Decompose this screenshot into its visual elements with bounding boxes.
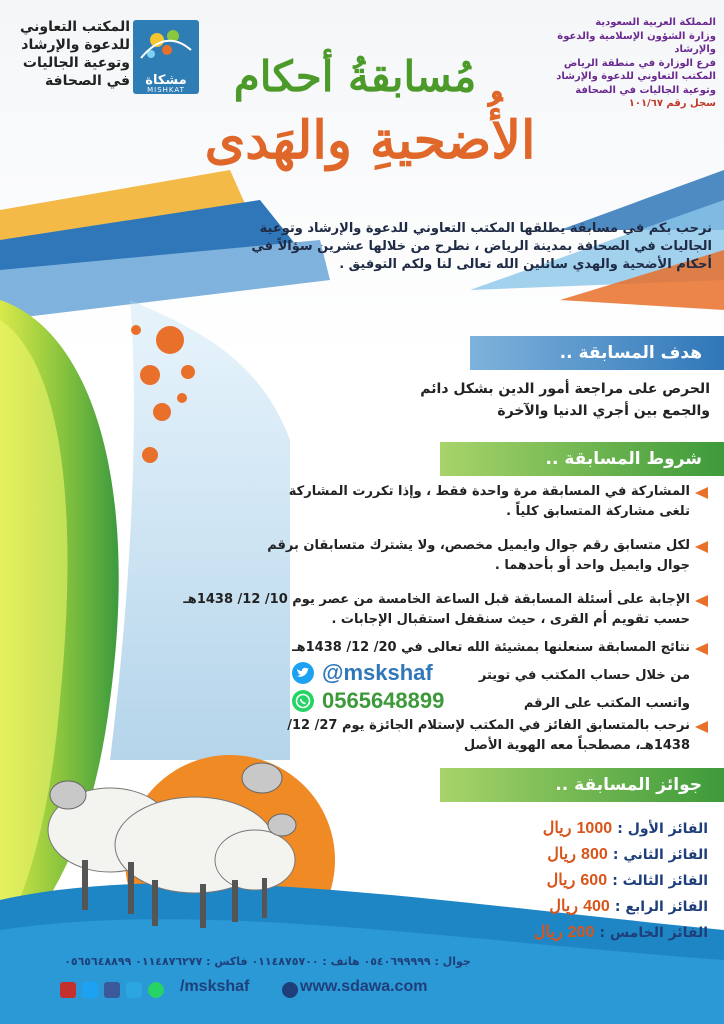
- logo-name-ar: مشكاة: [145, 73, 187, 88]
- prize-amount: 1000: [576, 820, 613, 837]
- goal-heading: هدف المسابقة ..: [470, 336, 724, 370]
- prize-amount: 200: [567, 924, 595, 941]
- ministry-line: وتوعية الجاليات في الصحافة: [575, 84, 716, 96]
- prize-row: [468, 844, 708, 866]
- office-name-block: [8, 18, 130, 90]
- logo-name-en: MISHKAT: [147, 86, 185, 94]
- prize-currency: ريال: [546, 872, 576, 889]
- office-line: للدعوة والإرشاد: [21, 37, 130, 53]
- term-item: لكل متسابق رقم جوال وايميل مخصص، ولا يشترك متسابقان برقم جوال وايميل واحد أو بأحدهما .: [267, 538, 690, 573]
- prize-label: الفائز الثاني :: [612, 847, 708, 863]
- twitter-icon[interactable]: [292, 662, 314, 684]
- prize-row: [468, 896, 708, 918]
- intro-paragraph: نرحب بكم في مسابقة يطلقها المكتب التعاوني للدعوة والإرشاد وتوعية الجاليات في الصحافة بمدينة الرياض ، نطرح من خلالها عشرين سؤالاً في أحكام الأضحية والهدي سائلين الله تعالى لنا ولكم التوفيق .: [251, 221, 712, 272]
- goal-text: [370, 378, 710, 422]
- bullet-arrow-icon: [695, 643, 708, 655]
- ministry-line: فرع الوزارة في منطقة الرياض: [563, 57, 716, 69]
- prize-label: الفائز الخامس :: [599, 925, 708, 941]
- prize-row: [468, 870, 708, 892]
- office-line: وتوعية الجاليات: [22, 55, 130, 71]
- bullet-arrow-icon: [695, 721, 708, 733]
- term-item: نتائج المسابقة سنعلنها بمشيئة الله تعالى في 20/ 12/ 1438هـ: [292, 640, 690, 655]
- whatsapp-number[interactable]: 0565648899: [322, 688, 445, 713]
- whatsapp-icon[interactable]: [148, 982, 164, 998]
- term-item: نرحب بالمتسابق الفائز في المكتب لإستلام الجائزة يوم 27/ 12/ 1438هـ، مصطحباً معه الهوية الأصل: [287, 718, 690, 753]
- term-item: المشاركة في المسابقة مرة واحدة فقط ، وإذا تكررت المشاركة تلغى مشاركة المتسابق كلياً .: [288, 484, 690, 519]
- twitter-text: من خلال حساب المكتب في تويتر: [478, 668, 690, 683]
- telegram-icon[interactable]: [126, 982, 142, 998]
- title-line-2: الأُضحيةِ والهَدى: [204, 110, 536, 171]
- prize-label: الفائز الثالث :: [612, 873, 708, 889]
- office-line: في الصحافة: [44, 73, 130, 89]
- footer-website[interactable]: www.sdawa.com: [300, 978, 428, 995]
- globe-icon: [282, 982, 298, 998]
- prize-row: [468, 922, 708, 944]
- title-line-1: مُسابقةُ أحكام: [233, 52, 477, 101]
- registration-number: سجل رقم ١٠١/٦٧: [628, 98, 716, 109]
- goal-line: والجمع بين أجري الدنيا والآخرة: [497, 403, 710, 419]
- twitter-icon[interactable]: [82, 982, 98, 998]
- goal-line: الحرص على مراجعة أمور الدين بشكل دائم: [420, 381, 710, 397]
- ministry-block: [520, 16, 716, 111]
- prize-currency: ريال: [547, 846, 576, 863]
- youtube-icon[interactable]: [60, 982, 76, 998]
- prize-amount: 400: [583, 898, 610, 915]
- terms-heading: شروط المسابقة ..: [440, 442, 724, 476]
- logo-emblem-icon: [133, 20, 199, 72]
- prize-label: الفائز الرابع :: [614, 899, 708, 915]
- prize-amount: 800: [581, 846, 608, 863]
- ministry-line: المكتب التعاوني للدعوة والإرشاد: [556, 71, 716, 82]
- twitter-handle[interactable]: @mskshaf: [322, 660, 433, 685]
- office-line: المكتب التعاوني: [19, 19, 130, 35]
- whatsapp-icon[interactable]: [292, 690, 314, 712]
- prize-currency: ريال: [533, 924, 563, 941]
- prize-label: الفائز الأول :: [617, 821, 708, 837]
- ministry-line: المملكة العربية السعودية: [595, 17, 716, 28]
- bullet-arrow-icon: [695, 541, 708, 553]
- prize-amount: 600: [580, 872, 608, 889]
- term-item: الإجابة على أسئلة المسابقة قبل الساعة الخامسة من عصر يوم 10/ 12/ 1438هـ حسب تقويم أم القرى ، حيث سنقفل استقبال الإجابات .: [183, 592, 690, 627]
- ministry-line: وزارة الشؤون الإسلامية والدعوة والإرشاد: [557, 30, 716, 55]
- footer-contacts: جوال : ٠٥٤٠٦٩٩٩٩٩ هاتف : ٠١١٤٨٧٥٧٠٠ فاكس : ٠١١٤٨٧٦٢٧٧ ٠٥٦٥٦٤٨٨٩٩: [64, 955, 471, 968]
- prize-currency: ريال: [549, 898, 579, 915]
- footer-social-handle[interactable]: /mskshaf: [180, 978, 250, 995]
- prize-currency: ريال: [542, 820, 572, 837]
- prize-row: [468, 818, 708, 840]
- prizes-heading: جوائز المسابقة ..: [440, 768, 724, 802]
- bullet-arrow-icon: [695, 487, 708, 499]
- whatsapp-text: واتسب المكتب على الرقم: [523, 696, 690, 711]
- bullet-arrow-icon: [695, 595, 708, 607]
- facebook-icon[interactable]: [104, 982, 120, 998]
